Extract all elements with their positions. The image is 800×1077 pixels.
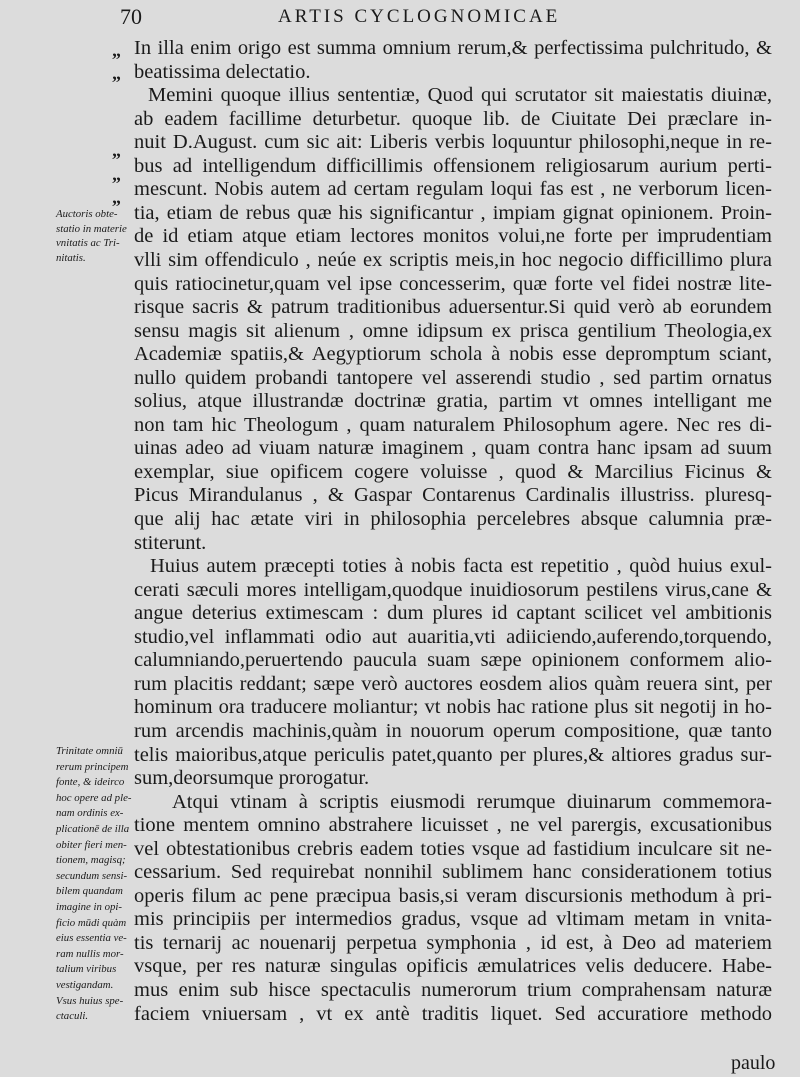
text-line: tis ternarij ac nouenarij perpetua symphonia , id est, à Deo ad materiem bbox=[134, 931, 772, 954]
text-line: stiterunt. bbox=[134, 531, 207, 554]
margin-note-line: nam ordinis ex- bbox=[56, 807, 124, 820]
page-number: 70 bbox=[120, 4, 142, 29]
margin-note-line: Trinitate omniū bbox=[56, 745, 123, 757]
text-line: vel obtestationibus crebris eadem toties vsque ad fastidium inculcare sit ne- bbox=[134, 837, 772, 860]
text-line: nuit D.August. cum sic ait: Liberis verbis loquuntur philosophi,neque in re- bbox=[134, 131, 772, 154]
catchword: paulo bbox=[731, 1052, 776, 1074]
quote-mark: „ bbox=[112, 164, 121, 184]
page-header bbox=[0, 2, 800, 32]
text-line: hominum ora traducere moliantur; vt nobis hac ratione plus sit negotij in ho- bbox=[134, 696, 772, 719]
text-line: Atqui vtinam à scriptis eiusmodi rerumque diuinarum commemora- bbox=[172, 790, 772, 813]
margin-note-line: Vsus huius spe- bbox=[56, 994, 124, 1007]
text-line: tione mentem omnino abstrahere licuisset , ne vel parergis, excusationibus bbox=[134, 814, 772, 837]
text-line: que alij hac ætate viri in philosophia percelebres absque calumnia præ- bbox=[134, 508, 772, 530]
margin-note-line: nitatis. bbox=[56, 251, 86, 264]
text-line: risque sacris & patrum traditionibus aduersentur.Si quid verò ab eorundem bbox=[134, 296, 772, 319]
text-line: rum arcendis machinis,quàm in nouorum operum compositione, quæ tanto bbox=[134, 719, 772, 742]
text-line: Memini quoque illius sententiæ, Quod qui scrutator sit maiestatis diuinæ, bbox=[148, 84, 772, 107]
text-line: mis principiis per intermedios gradus, vsque ad vltimam metam in vnita- bbox=[134, 908, 772, 931]
margin-note-line: secundum sensi- bbox=[56, 869, 128, 882]
margin-note-line: ram nullis mor- bbox=[56, 947, 124, 960]
margin-note-line: statio in materie bbox=[56, 222, 127, 235]
text-line: cessarium. Sed requirebat nonnihil sublimem hanc considerationem totius bbox=[134, 861, 772, 884]
quote-mark: „ bbox=[112, 40, 121, 60]
text-line: non tam hic Theologum , quam naturalem Philosophum agere. Nec res di- bbox=[134, 413, 772, 436]
margin-note-line: ficio mūdi quàm bbox=[56, 916, 127, 929]
text-line: nullo quidem probandi tantopere vel asserendi studio , sed partim ornatus bbox=[134, 366, 772, 389]
margin-note-line: vnitatis ac Tri- bbox=[56, 237, 120, 249]
margin-note-line: vestigandam. bbox=[56, 979, 114, 991]
text-line: uinas adeo ad viuam naturæ imaginem , quam contra hanc ipsam ad suum bbox=[134, 437, 772, 460]
text-line: operis filum ac pene præcipua basis,si veram discursionis methodum à pri- bbox=[134, 884, 772, 907]
text-line: cerati sæculi mores intelligam,quodque inuidiosorum pestilens virus,cane & bbox=[134, 578, 772, 601]
text-line: sensu magis sit alienum , omne idipsum ex prisca gentilium Theologia,ex bbox=[134, 319, 772, 342]
quote-mark: „ bbox=[112, 63, 121, 83]
margin-note-line: tionem, magisq; bbox=[56, 854, 126, 867]
margin-note-line: plicationē de illa bbox=[56, 823, 130, 835]
margin-note-line: imagine in opi- bbox=[56, 901, 122, 913]
text-line: ab eadem facillime deturbetur. quoque lib. de Ciuitate Dei præclare in- bbox=[134, 107, 772, 130]
text-line: exemplar, siue opificem cogere voluisse , quod & Marcilius Ficinus & bbox=[134, 460, 772, 483]
text-line: vlli sim offendiculo , neúe ex scriptis meis,in hoc negocio difficillimo plura bbox=[134, 248, 772, 271]
text-line: mescunt. Nobis autem ad certam regulam loqui fas est , ne verborum licen- bbox=[134, 178, 772, 201]
text-line: In illa enim origo est summa omnium rerum,& perfectissima pulchritudo, & bbox=[134, 37, 772, 59]
quote-mark: „ bbox=[112, 140, 121, 160]
margin-note-line: talium viribus bbox=[56, 963, 117, 976]
text-line: beatissima delectatio. bbox=[134, 60, 311, 83]
text-line: de id etiam atque etiam lectores monitos volui,ne forte per imprudentiam bbox=[134, 225, 772, 248]
text-line: sum,deorsumque prorogatur. bbox=[134, 767, 370, 790]
text-line: faciem vniuersam , vt ex antè traditis liquet. Sed accuratiore methodo bbox=[134, 1002, 772, 1025]
margin-note-line: bilem quandam bbox=[56, 885, 123, 898]
margin-note-line: ctaculi. bbox=[56, 1010, 89, 1023]
text-line: studio,vel inflammati odio aut auaritia,vti adiiciendo,auferendo,torquendo, bbox=[134, 625, 772, 648]
quote-mark: „ bbox=[112, 187, 121, 207]
text-line: vsque, per res naturæ singulas opificis æmulatrices velis deducere. Habe- bbox=[134, 955, 772, 978]
text-line: rum placitis reddant; sæpe verò auctores eosdem alios quàm reuera sint, per bbox=[134, 672, 772, 695]
text-line: quis ratiocinetur,quam vel ipse concesserim, quæ forte vel fidei nostræ lite- bbox=[134, 272, 772, 295]
running-head: ARTIS CYCLOGNOMICAE bbox=[278, 6, 561, 27]
margin-note-line: Auctoris obte- bbox=[56, 208, 118, 220]
margin-note-line: hoc opere ad ple- bbox=[56, 791, 132, 804]
text-line: mus enim sub hisce spectaculis numerorum trium comprahensam naturæ bbox=[134, 979, 772, 1001]
text-line: calumniando,peruertendo paucula suam sæpe opinionem conformem alio- bbox=[134, 649, 772, 672]
text-line: Picus Mirandulanus , & Gaspar Contarenus Cardinalis illustriss. pluresq- bbox=[134, 484, 772, 507]
text-line: bus ad intelligendum difficillimis offensionem religiosarum aurium perti- bbox=[134, 154, 772, 177]
margin-note-line: rerum principem bbox=[56, 760, 129, 773]
margin-note-line: fonte, & ideirco bbox=[56, 776, 125, 789]
text-line: Academiæ spatiis,& Aegyptiorum schola à nobis esse depromptum sciant, bbox=[134, 343, 772, 366]
text-line: Huius autem præcepti toties à nobis facta est repetitio , quòd huius exul- bbox=[150, 555, 772, 578]
text-line: solius, atque illustrandæ doctrinæ gratia, partim vt omnes intelligant me bbox=[134, 390, 772, 413]
text-line: tia, etiam de rebus quæ his significantur , impiam gignat opinionem. Proin- bbox=[134, 201, 772, 224]
margin-note-line: obiter fieri men- bbox=[56, 838, 127, 851]
text-line: angue deterius extimescam : dum plures id captant scilicet vel ambitionis bbox=[134, 602, 772, 625]
margin-note-line: eius essentia ve- bbox=[56, 932, 127, 945]
text-line: telis maioribus,atque periculis patet,quanto per plures,& altiores gradus sur- bbox=[134, 743, 772, 766]
